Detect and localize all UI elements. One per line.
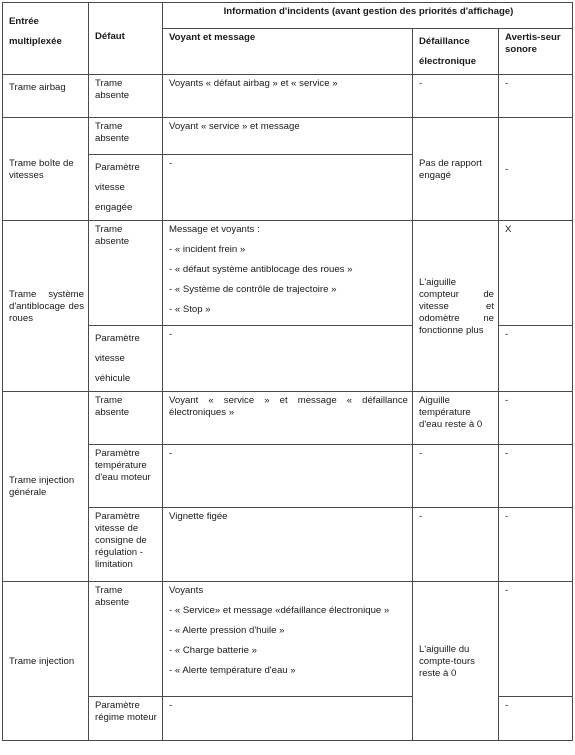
list-item: - « Stop » (169, 304, 211, 315)
entree-abs: Trame système d'antiblocage des roues (3, 221, 89, 392)
defaillance-cell: L'aiguille compteur de vitesse et odomètre ne fonctionne plus (413, 221, 499, 392)
header-entree: Entrée multiplexée (3, 3, 89, 75)
table-row (3, 75, 573, 118)
incident-table (2, 2, 573, 741)
voyant-cell (163, 582, 413, 697)
voyant-cell: Voyant « service » et message (163, 118, 413, 155)
defaillance-cell: Aiguille température d'eau reste à 0 (413, 392, 499, 445)
entree-airbag: Trame airbag (3, 75, 89, 118)
avertisseur-cell: - (499, 445, 573, 508)
voyant-cell: - (163, 155, 413, 221)
defaut-cell: Paramètre vitesse véhicule (89, 326, 163, 392)
voyant-cell: Vignette figée (163, 508, 413, 582)
avertisseur-cell: X (499, 221, 573, 326)
table-row (3, 445, 573, 508)
defaillance-cell: - (413, 445, 499, 508)
entree-boite: Trame boîte de vitesses (3, 118, 89, 221)
voyant-intro: Voyants (169, 585, 204, 596)
avertisseur-cell: - (499, 326, 573, 392)
list-item: - « défaut système antiblocage des roues » (169, 264, 353, 275)
list-item: - « Charge batterie » (169, 645, 257, 656)
voyant-cell: Voyants « défaut airbag » et « service » (163, 75, 413, 118)
table-row (3, 392, 573, 445)
table-row (3, 508, 573, 582)
header-avertisseur: Avertis-seur sonore (499, 29, 573, 75)
defaut-cell: Trame absente (89, 75, 163, 118)
voyant-intro: Message et voyants : (169, 224, 260, 235)
avertisseur-cell: - (499, 508, 573, 582)
defaillance-cell: Pas de rapport engagé (413, 118, 499, 221)
entree-inj: Trame injection (3, 582, 89, 741)
entree-injgen: Trame injection générale (3, 392, 89, 582)
avertisseur-cell: - (499, 392, 573, 445)
voyant-cell: - (163, 445, 413, 508)
defaut-cell: Paramètre régime moteur (89, 697, 163, 741)
avertisseur-cell: - (499, 582, 573, 697)
header-information: Information d'incidents (avant gestion des priorités d'affichage) (163, 3, 573, 29)
voyant-cell: - (163, 326, 413, 392)
avertisseur-cell: - (499, 118, 573, 221)
table-row (3, 582, 573, 697)
voyant-cell (163, 221, 413, 326)
list-item: - « Alerte pression d'huile » (169, 625, 285, 636)
defaut-cell: Paramètre vitesse engagée (89, 155, 163, 221)
table-row (3, 221, 573, 326)
list-item: - « Système de contrôle de trajectoire » (169, 284, 337, 295)
header-defaut: Défaut (89, 3, 163, 75)
header-voyant: Voyant et message (163, 29, 413, 75)
table-row (3, 118, 573, 155)
defaillance-cell: L'aiguille du compte-tours reste à 0 (413, 582, 499, 741)
list-item: - « Service» et message «défaillance électronique » (169, 605, 390, 616)
header-defaillance: Défaillance électronique (413, 29, 499, 75)
voyant-cell: Voyant « service » et message « défaillance électroniques » (163, 392, 413, 445)
list-item: - « Alerte température d'eau » (169, 665, 296, 676)
defaut-cell: Trame absente (89, 582, 163, 697)
defaut-cell: Trame absente (89, 392, 163, 445)
defaillance-cell: - (413, 508, 499, 582)
header-row (3, 3, 573, 29)
avertisseur-cell: - (499, 75, 573, 118)
defaut-cell: Trame absente (89, 118, 163, 155)
defaut-cell: Trame absente (89, 221, 163, 326)
defaut-cell: Paramètre vitesse de consigne de régulation - limitation (89, 508, 163, 582)
avertisseur-cell: - (499, 697, 573, 741)
voyant-cell: - (163, 697, 413, 741)
list-item: - « incident frein » (169, 244, 246, 255)
defaut-cell: Paramètre température d'eau moteur (89, 445, 163, 508)
defaillance-cell: - (413, 75, 499, 118)
